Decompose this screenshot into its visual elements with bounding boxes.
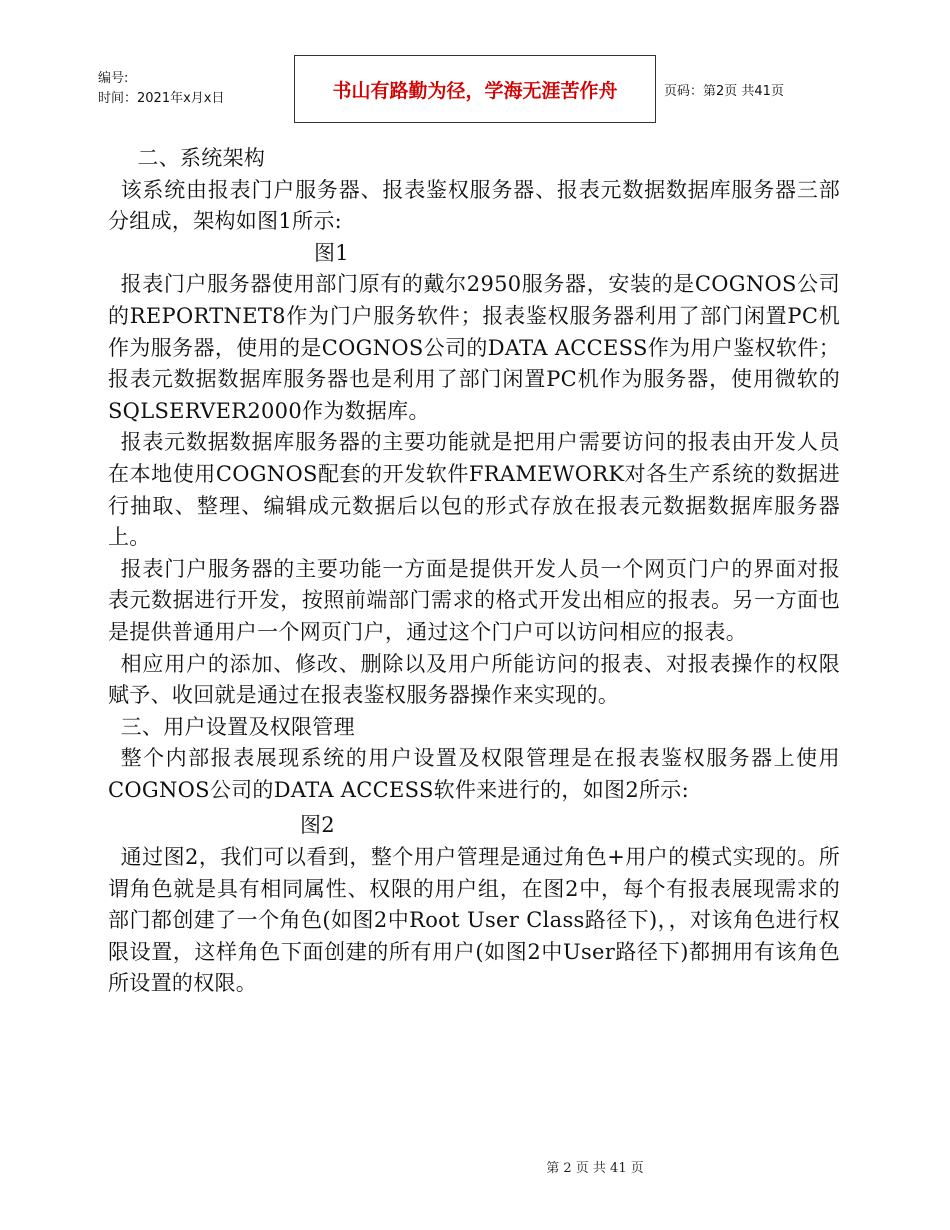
document-body (108, 143, 840, 1000)
paragraph: 报表元数据数据库服务器的主要功能就是把用户需要访问的报表由开发人员在本地使用COGNOS配套的开发软件FRAMEWORK对各生产系统的数据进行抽取、整理、编辑成元数据后以包的形式存放在报表元数据数据库服务器上。 (108, 430, 840, 550)
document-time-label: 时间：2021年x月x日 (98, 91, 225, 106)
figure-caption: 图1 (314, 240, 349, 265)
section-heading-user-permissions: 三、用户设置及权限管理 (120, 714, 355, 739)
section-heading-architecture: 二、系统架构 (137, 146, 266, 170)
figure-caption: 图2 (300, 813, 335, 838)
page-footer: 第 2 页 共 41 页 (546, 1161, 644, 1176)
page-header (90, 55, 860, 123)
paragraph: 报表门户服务器的主要功能一方面是提供开发人员一个网页门户的界面对报表元数据进行开发，按照前端部门需求的格式开发出相应的报表。另一方面也是提供普通用户一个网页门户，通过这个门户可以访问相应的报表。 (108, 556, 840, 644)
paragraph: 相应用户的添加、修改、删除以及用户所能访问的报表、对报表操作的权限赋予、收回就是通过在报表鉴权服务器操作来实现的。 (108, 651, 840, 708)
paragraph: 该系统由报表门户服务器、报表鉴权服务器、报表元数据数据库服务器三部分组成，架构如图1所示: (108, 177, 840, 234)
paragraph: 整个内部报表展现系统的用户设置及权限管理是在报表鉴权服务器上使用COGNOS公司的DATA ACCESS软件来进行的，如图2所示: (108, 746, 840, 802)
paragraph: 报表门户服务器使用部门原有的戴尔2950服务器，安装的是COGNOS公司的REPORTNET8作为门户服务软件；报表鉴权服务器利用了部门闲置PC机作为服务器，使用的是COGNOS公司的DATA ACCESS作为用户鉴权软件；报表元数据数据库服务器也是利用了部门闲置PC机作为服务器，使用微软的SQLSERVER2000作为数据库。 (108, 272, 840, 423)
header-motto: 书山有路勤为径，学海无涯苦作舟 (295, 56, 656, 123)
paragraph: 通过图2，我们可以看到，整个用户管理是通过角色+用户的模式实现的。所谓角色就是具有相同属性、权限的用户组，在图2中，每个有报表展现需求的部门都创建了一个角色(如图2中Root User Class路径下)，，对该角色进行权限设置，这样角色下面创建的所有用户(如图2中User路径下)都拥用有该角色所设置的权限。 (108, 845, 840, 996)
header-page-info: 页码：第2页 共41页 (656, 56, 861, 123)
header-meta (90, 56, 295, 123)
document-number-label: 编号: (98, 71, 129, 86)
